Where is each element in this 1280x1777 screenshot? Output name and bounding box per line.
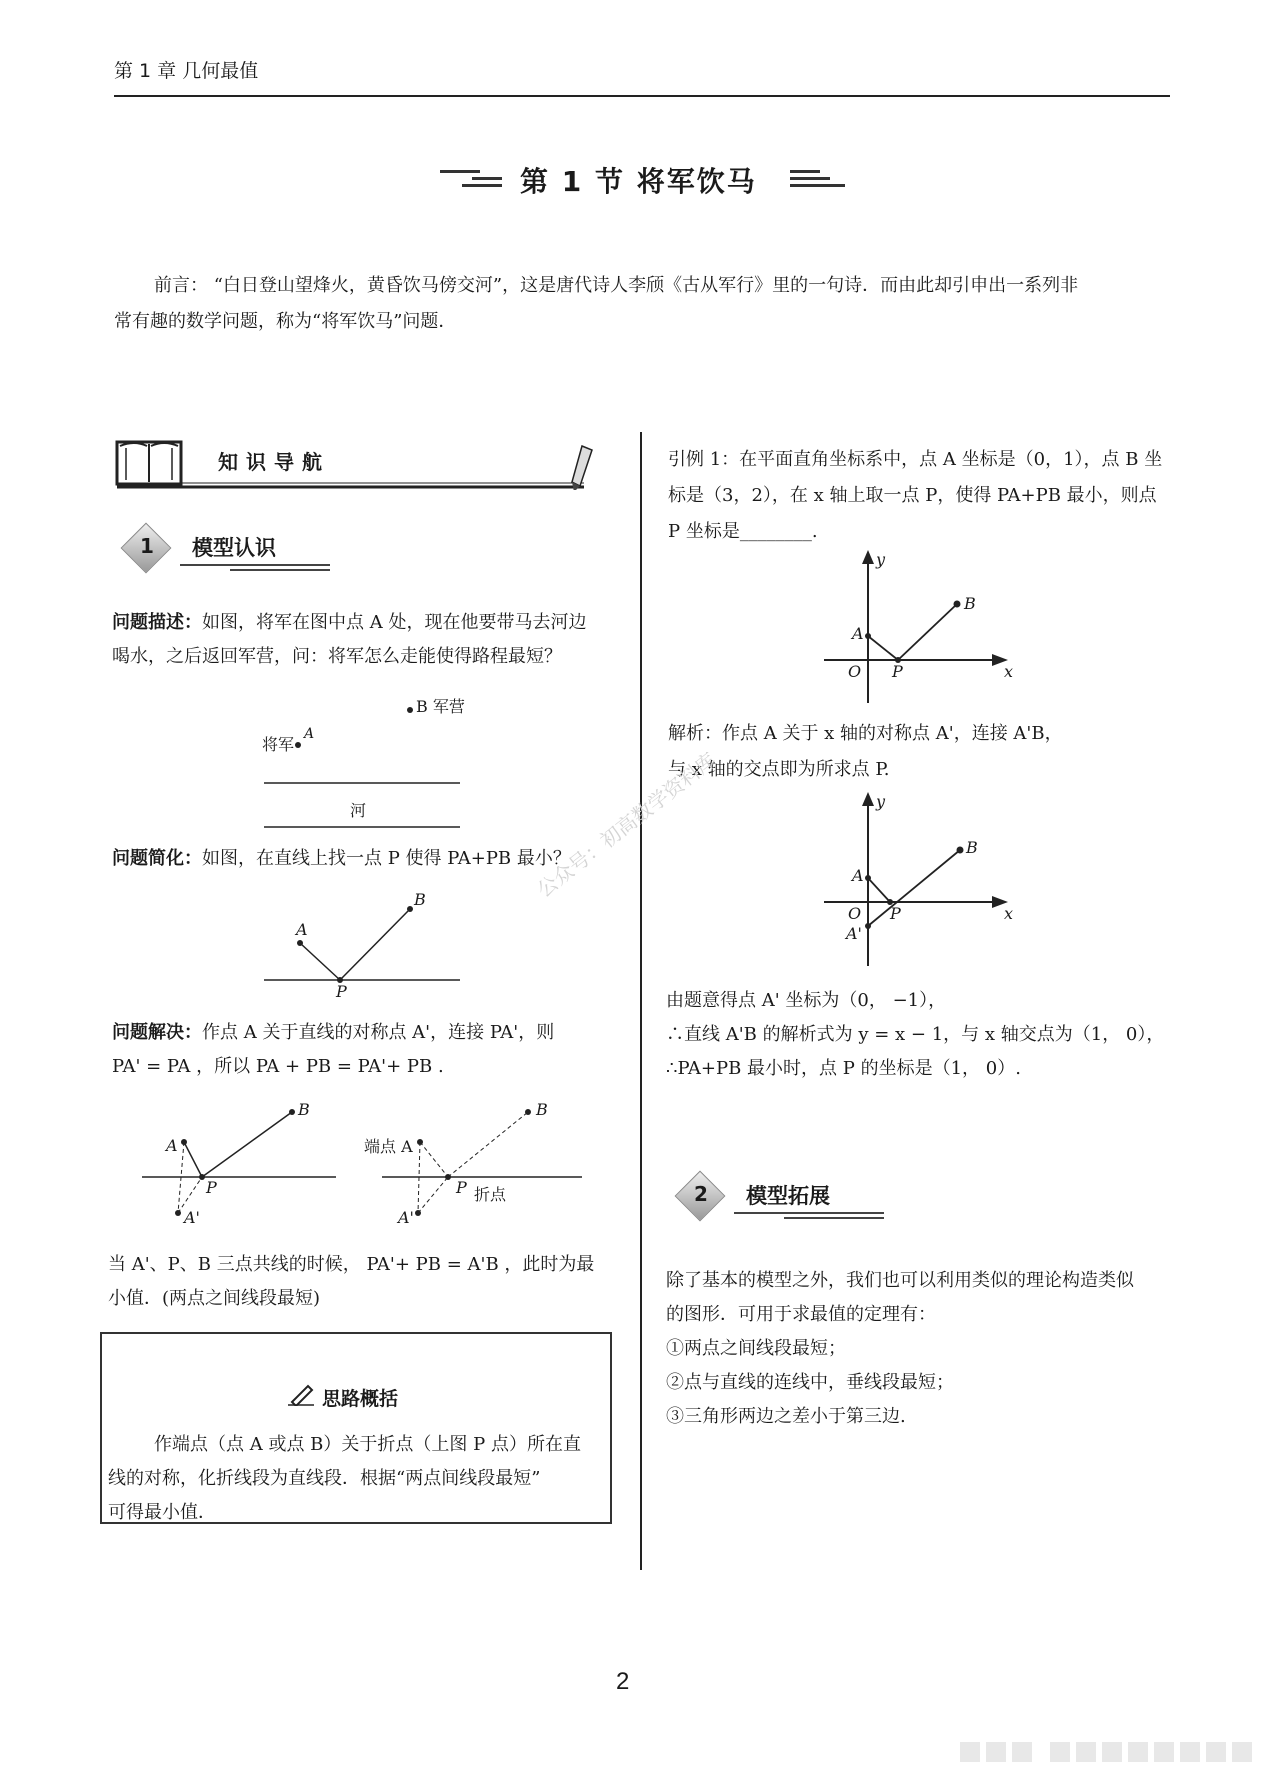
- solution-text: [112, 1018, 632, 1082]
- g2-a: A: [852, 866, 864, 885]
- segment-pa: [300, 943, 340, 980]
- analysis-line-1: 解析：作点 A 关于 x 轴的对称点 A'，连接 A'B，: [668, 723, 1063, 744]
- fig2-b: B: [414, 890, 426, 909]
- point-b: [407, 707, 413, 713]
- g1-b: B: [964, 594, 976, 613]
- extension-line-1: 除了基本的模型之外，我们也可以利用类似的理论构造类似: [666, 1270, 1134, 1291]
- solve-label: 问题解决：: [112, 1022, 202, 1043]
- point-a: [297, 940, 303, 946]
- figure-reflection-left: [140, 1100, 340, 1230]
- extension-text: [666, 1264, 1186, 1434]
- example-solution: [666, 984, 1186, 1086]
- g1-o: O: [848, 662, 862, 681]
- g2-o: O: [848, 904, 862, 923]
- conclusion-line-2: 小值．(两点之间线段最短): [108, 1288, 321, 1309]
- segment-pb: [340, 909, 410, 980]
- book-icon: [117, 442, 181, 484]
- solution-line-1: 由题意得点 A' 坐标为（0， −1），: [666, 990, 947, 1011]
- fig3r-p: P: [456, 1178, 467, 1197]
- part1-number: 1: [140, 534, 154, 558]
- g1-x: x: [1004, 662, 1014, 681]
- g2-a1: A': [846, 924, 862, 943]
- nav-banner-frame: [114, 434, 594, 490]
- g2-x: x: [1004, 904, 1014, 923]
- solve-text1: 作点 A 关于直线的对称点 A'，连接 PA'，则: [202, 1022, 555, 1043]
- figure-simplified: [260, 895, 500, 995]
- fig3r-a1: A': [398, 1208, 414, 1227]
- watermark: 公众号：初高数学资料库: [532, 747, 721, 903]
- fig1-b-label: B 军营: [416, 697, 465, 716]
- header-rule: [114, 95, 1170, 97]
- g2-p: P: [890, 904, 901, 923]
- summary-line-3: 可得最小值．: [108, 1502, 216, 1523]
- problem-desc-text2: 喝水，之后返回军营，问：将军怎么走能使得路程最短？: [112, 646, 562, 667]
- fig3l-a: A: [166, 1136, 178, 1155]
- point-b: [407, 906, 413, 912]
- fig1-a-letter: A: [304, 726, 315, 742]
- section-title: 第 1 节 将军饮马: [520, 165, 757, 198]
- pencil-icon: [286, 1382, 316, 1406]
- title-deco-left: [440, 170, 502, 187]
- chapter-header: 第 1 章 几何最值: [114, 60, 259, 82]
- extension-item-3: ③三角形两边之差小于第三边.: [666, 1406, 906, 1427]
- g1-a: A: [852, 624, 864, 643]
- g2-b: B: [966, 838, 978, 857]
- summary-body: [108, 1428, 604, 1530]
- problem-description: [112, 608, 632, 672]
- point-a: [295, 742, 301, 748]
- intro-line-1: 前言： “白日登山望烽火，黄昏饮马傍交河”，这是唐代诗人李颀《古从军行》里的一句诗．而由此却引申出一系列非: [154, 275, 1079, 296]
- example-text: [668, 442, 1188, 550]
- solution-line-3: ∴PA+PB 最小时，点 P 的坐标是（1， 0）.: [666, 1058, 1021, 1079]
- part2-title: 模型拓展: [746, 1184, 830, 1208]
- fig3l-b: B: [298, 1100, 310, 1119]
- nav-banner-title: 知识导航: [218, 450, 330, 474]
- intro-line-2: 常有趣的数学问题，称为“将军饮马”问题．: [114, 311, 457, 332]
- g1-p: P: [892, 662, 903, 681]
- part2-number: 2: [694, 1182, 708, 1206]
- fig2-a: A: [296, 920, 308, 939]
- part2-underline: [734, 1212, 884, 1219]
- fig1-a-label: 将军: [262, 735, 295, 754]
- analysis-line-2: 与 x 轴的交点即为所求点 P.: [668, 759, 890, 780]
- simplify-text: 如图，在直线上找一点 P 使得 PA+PB 最小？: [202, 848, 571, 869]
- problem-desc-text1: 如图，将军在图中点 A 处，现在他要带马去河边: [202, 612, 587, 633]
- example-line-3: P 坐标是________.: [668, 521, 818, 542]
- solution-line-2: ∴直线 A'B 的解析式为 y = x − 1，与 x 轴交点为（1， 0），: [666, 1024, 1165, 1045]
- conclusion: [108, 1250, 628, 1314]
- conclusion-line-1: 当 A'、P、B 三点共线的时候， PA'+ PB = A'B ，此时为最: [108, 1254, 595, 1275]
- analysis-text: [668, 716, 1188, 788]
- figure-river: [250, 690, 530, 830]
- coordinate-graph-2: [820, 790, 1020, 970]
- fig3l-a1: A': [184, 1208, 200, 1227]
- extension-line-2: 的图形．可用于求最值的定理有：: [666, 1304, 936, 1325]
- example-line-1: 引例 1：在平面直角坐标系中，点 A 坐标是（0，1），点 B 坐: [668, 449, 1163, 470]
- extension-item-2: ②点与直线的连线中，垂线段最短；: [666, 1372, 954, 1393]
- extension-item-1: ①两点之间线段最短；: [666, 1338, 846, 1359]
- g2-y: y: [876, 792, 886, 811]
- example-line-2: 标是（3，2），在 x 轴上取一点 P，使得 PA+PB 最小，则点: [668, 485, 1157, 506]
- problem-desc-label: 问题描述：: [112, 612, 202, 633]
- part1-underline: [180, 564, 330, 571]
- summary-title: 思路概括: [322, 1388, 399, 1410]
- fig3r-b: B: [536, 1100, 548, 1119]
- title-deco-right: [790, 170, 845, 187]
- fig3r-zhe: 折点: [474, 1185, 507, 1204]
- column-divider: [640, 432, 642, 1570]
- summary-line-1: 作端点（点 A 或点 B）关于折点（上图 P 点）所在直: [154, 1434, 581, 1455]
- fig3r-a: 端点 A: [364, 1137, 413, 1156]
- g1-y: y: [876, 550, 886, 569]
- simplify-label: 问题简化：: [112, 848, 202, 869]
- fig1-river-label: 河: [350, 801, 367, 820]
- intro-paragraph: [114, 268, 1174, 340]
- fig2-p: P: [336, 982, 347, 1001]
- fig3l-p: P: [206, 1178, 217, 1197]
- corner-watermark-image: [960, 1738, 1260, 1768]
- coordinate-graph-1: [820, 548, 1020, 708]
- summary-line-2: 线的对称，化折线段为直线段．根据“两点间线段最短”: [108, 1468, 541, 1489]
- solve-text2: PA' = PA ，所以 PA + PB = PA'+ PB .: [112, 1056, 444, 1077]
- page-number: 2: [616, 1668, 630, 1695]
- part1-title: 模型认识: [192, 536, 276, 560]
